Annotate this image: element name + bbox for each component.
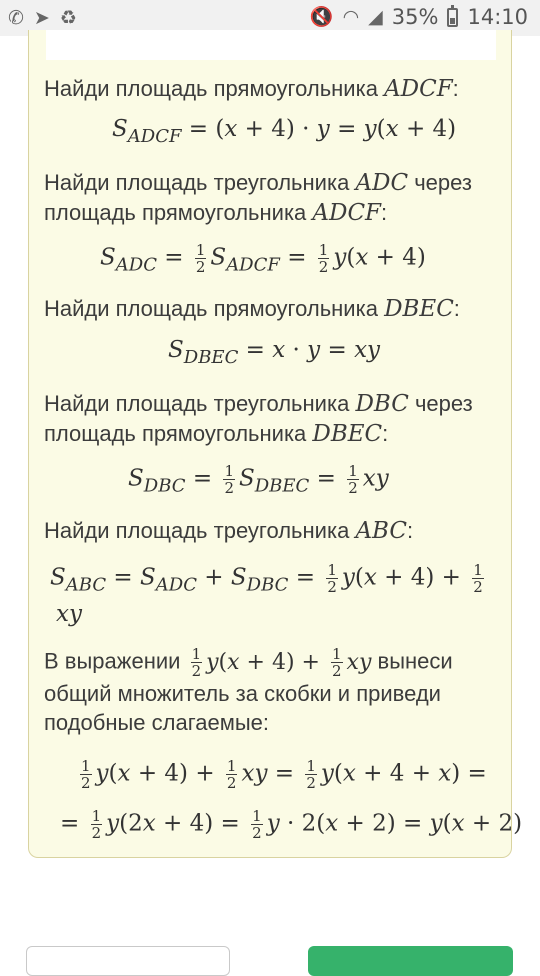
- primary-button[interactable]: [308, 946, 513, 976]
- notification-icons: [8, 7, 77, 29]
- recycle-icon: ♻: [59, 7, 77, 29]
- clock: 14:10: [467, 5, 528, 29]
- system-icons: [310, 5, 528, 29]
- step-2-text: Найди площадь треугольника ADC через площадь прямоугольника ADCF:: [44, 170, 472, 226]
- step-2-formula: $S_{ADC}$ = $\frac{1}{2}$ $S_{ADCF}$ = $\frac{1}{2}$ y(x + 4): [100, 241, 426, 276]
- final-formula-line2: = $\frac{1}{2}$ y(2x + 4) = $\frac{1}{2}$ y · 2(x + 2) = y(x + 2): [60, 807, 523, 842]
- step-5-formula-line1: $S_{ABC} = S_{ADC} + S_{DBC}$ = $\frac{1}{2}$ y(x + 4) + $\frac{1}{2}$: [50, 561, 483, 596]
- signal-icon: ◢: [368, 6, 383, 28]
- step-1-formula: $S_{ADCF} = (x + 4) \cdot y = y(x + 4)$: [112, 116, 457, 147]
- battery-percent: 35%: [391, 5, 439, 29]
- step-3-text: Найди площадь прямоугольника DBEC:: [44, 296, 460, 322]
- step-5-formula-line2: xy: [56, 601, 82, 627]
- whatsapp-icon: ✆: [8, 7, 24, 29]
- final-formula-line1: $\frac{1}{2}$ y(x + 4) + $\frac{1}{2}$ xy = $\frac{1}{2}$ y(x + 4 + x) =: [81, 757, 487, 792]
- battery-icon: [447, 8, 458, 27]
- step-4-text: Найди площадь треугольника DBC через площадь прямоугольника DBEC:: [44, 391, 473, 447]
- final-step-text: В выражении $\frac{1}{2}$ y(x + 4) + $\frac{1}{2}$ xy вынеси общий множитель за скобки и приведи подобные слагаемые:: [44, 645, 453, 735]
- send-icon: ➤: [33, 7, 50, 29]
- step-5-text: Найди площадь треугольника ABC:: [44, 518, 414, 544]
- mute-icon: 🔇: [309, 6, 334, 28]
- step-3-formula: $S_{DBEC} = x \cdot y$ = xy: [168, 337, 381, 368]
- step-4-formula: $S_{DBC}$ = $\frac{1}{2}$ $S_{DBEC}$ = $\frac{1}{2}$ xy: [128, 462, 389, 497]
- previous-content-block: [46, 30, 496, 60]
- wifi-icon: ◠: [342, 6, 360, 28]
- step-1-text: Найди площадь прямоугольника ADCF:: [44, 76, 459, 102]
- secondary-button[interactable]: [26, 946, 230, 976]
